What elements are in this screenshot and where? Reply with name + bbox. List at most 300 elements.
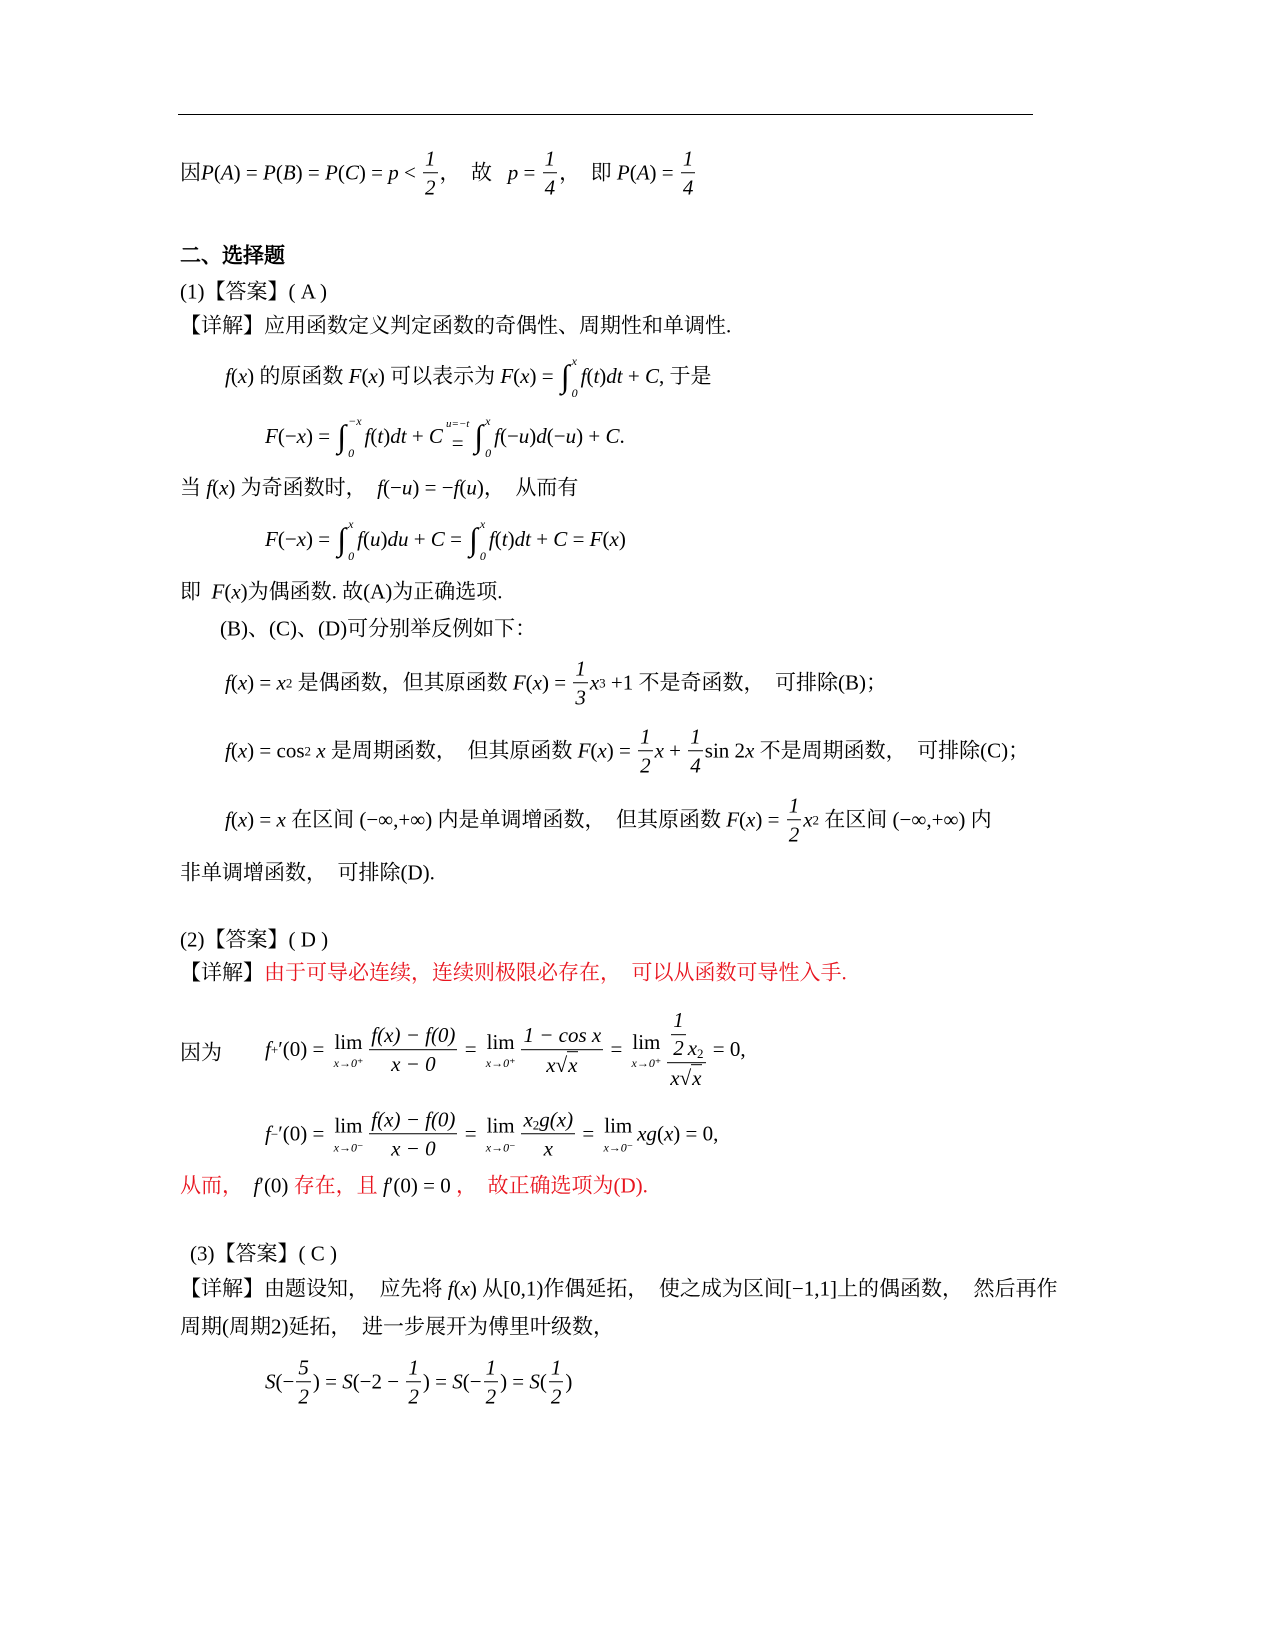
highlighted-text: 从而， [180,1173,254,1198]
text: (− [546,424,566,449]
sqrt-icon: √ [679,1066,692,1091]
math-var: S [342,1369,353,1394]
fraction [681,145,696,201]
right-derivative-formula [265,1008,746,1092]
text: = [518,160,541,185]
limit-condition: x→0⁺ [631,1055,662,1070]
text: ( [230,807,238,832]
math-var: S [452,1369,463,1394]
math-text: 1 [408,1355,419,1380]
numerator [369,1106,457,1134]
math-var: x [237,364,248,389]
conclusion-2 [180,1173,648,1198]
fraction [543,145,558,201]
integral-sign-icon: ∫ [560,358,570,395]
math-var: p [388,160,399,185]
math-var: F [500,364,514,389]
text: (1)【答案】( A ) [180,279,327,304]
text: ) = [312,1369,343,1394]
superscript: 2 [532,1116,540,1132]
text: ) [565,1369,573,1394]
text: ) [380,527,388,552]
text: ) = [500,1369,530,1394]
math-var: f [447,1276,454,1301]
math-var: dt [606,364,623,389]
text: (−2 − [352,1369,405,1394]
text: 【详解】 [180,960,264,985]
math-var: x [663,1121,674,1146]
math-var: F [589,527,603,552]
fraction [787,792,802,848]
math-var: P [616,160,630,185]
text: (2)【答案】( D ) [180,927,329,952]
math-var: C [644,364,659,389]
fraction [638,723,653,779]
text: ( [525,670,533,695]
math-var: u [466,475,477,500]
math-text: x − 0 [391,1052,436,1077]
math-var: B [282,160,296,185]
text: ) 可以表示为 [377,364,501,389]
math-var: x [237,670,248,695]
text: ) 从[0,1)作偶延拓， 使之成为区间[−1,1]上的偶函数， 然后再作 [469,1276,1058,1301]
math-var: C [430,527,445,552]
text: ( [459,475,467,500]
counterexample-d [225,792,992,848]
text: ) = − [412,475,454,500]
fraction [688,723,703,779]
fraction [667,1008,705,1092]
numerator [543,145,558,173]
math-var: P [263,160,276,185]
numerator [638,723,653,751]
math-var: F [265,424,278,449]
math-text: 2 [298,1384,309,1409]
math-text: 1 [673,1008,684,1033]
math-var: x [532,670,542,695]
equals: = [451,431,464,455]
text: 非单调增函数， 可排除(D). [180,860,435,885]
limit [603,1114,633,1155]
math-var: dt [514,527,531,552]
text: = [459,1037,482,1062]
limit [334,1114,364,1155]
math-var: x [237,738,248,763]
math-text: f(x) − f(0) [371,1107,456,1132]
numerator [296,1354,311,1382]
superscript: 2 [285,675,293,691]
numerator [667,1008,705,1063]
text: ) = [606,738,637,763]
math-var: x [745,738,755,763]
text: ′(0) = [278,1037,330,1062]
math-var: F [211,579,225,604]
denominator [681,174,696,201]
text: ) = [358,160,389,185]
text: ( [453,1276,461,1301]
highlighted-text: 由于可导必连续，连续则极限必存在， 可以从函数可导性入手. [264,960,847,985]
answer-3 [190,1241,337,1266]
text: ) = 0, [673,1121,719,1146]
text: ) = [247,670,277,695]
formula-line [265,414,625,460]
text: ) [507,527,515,552]
text: ) 为奇函数时， [228,475,378,500]
denominator [543,174,558,201]
math-text: 2 [640,753,651,778]
numerator [423,145,438,173]
math-var: x [670,1066,680,1091]
integral-sign-icon: ∫ [474,418,484,455]
text: + [406,424,429,449]
text: 当 [180,475,207,500]
text: ) = [649,160,679,185]
math-text: (x) [549,1107,574,1132]
numerator [521,1106,575,1134]
math-var: f [494,424,500,449]
denominator [671,1035,686,1061]
text: ) = [247,807,277,832]
text: ′(0) = [278,1121,330,1146]
integral [561,354,578,400]
text: ( [739,807,747,832]
text: ( [337,160,345,185]
math-var: u [565,424,577,449]
integral-limits [348,517,354,563]
text: (− [383,475,402,500]
math-var: x [687,1036,698,1061]
math-text: f(x) − f(0) [371,1023,456,1048]
math-var: F [512,670,526,695]
text: 周期(周期2)延拓， 进一步展开为傅里叶级数， [180,1314,614,1339]
denominator [389,1051,438,1078]
math-var: du [387,527,409,552]
math-text: 1 [425,146,436,171]
math-var: f [364,424,371,449]
superscript: 2 [812,812,820,828]
numerator [671,1008,686,1035]
upper-limit: x [348,517,354,531]
fraction [549,1354,564,1410]
math-var: x [219,475,229,500]
math-text: 1 [788,793,800,818]
superscript: 2 [304,743,312,759]
integral-limits [485,414,491,460]
math-var: x [276,670,286,695]
text: ( [586,364,594,389]
lim-label: lim [334,1113,363,1138]
fraction [521,1022,603,1079]
answer-1 [180,279,327,304]
integral-sign-icon: ∫ [337,418,347,455]
text: ) = [233,160,263,185]
text: 二、选择题 [180,243,285,268]
integral [469,517,486,563]
x-sqrt-x [670,1065,702,1092]
math-var: f [225,670,231,695]
upper-limit: x [485,414,491,428]
text: ) = [529,364,559,389]
text: 即 [180,579,212,604]
text: ) [599,364,607,389]
text: < [398,160,422,185]
left-derivative-formula [265,1106,718,1162]
math-var: f [265,1121,271,1146]
integral-limits [480,517,486,563]
upper-limit: −x [348,414,362,428]
text: ( [230,738,238,763]
text: ， 故 [439,160,508,185]
text: (− [277,527,297,552]
counterexample-b [225,655,887,711]
math-var: C [428,424,443,449]
math-var: t [377,424,384,449]
math-text: 1 [575,656,586,681]
text-line [180,1314,614,1339]
text: + [530,527,554,552]
formula-line [265,517,626,563]
fraction [296,1354,311,1410]
math-text: 2 [788,822,800,847]
math-var: S [529,1369,540,1394]
text: = [605,1037,628,1062]
math-var: f [265,1037,271,1062]
fraction [671,1008,686,1061]
denominator [573,684,588,711]
math-text: 3 [575,685,586,710]
math-var: x [746,807,756,832]
fraction [369,1022,457,1078]
numerator [688,723,703,751]
math-text: 5 [298,1355,309,1380]
math-var: F [265,527,278,552]
math-var: x [654,738,664,763]
integral [337,517,354,563]
text: ) [383,424,391,449]
integral-limits [348,414,361,460]
math-text: 1 [485,1355,497,1380]
math-var: f [382,1173,389,1198]
text: = [444,527,468,552]
math-var: x [296,527,306,552]
math-var: f [580,364,587,389]
text: ， 即 [559,160,617,185]
text: + [663,738,687,763]
math-text: 1 [550,1355,562,1380]
text: (B)、(C)、(D)可分别举反例如下： [220,616,537,641]
lim-label: lim [486,1029,515,1054]
text: ( [361,364,369,389]
math-var: f [357,527,363,552]
math-var: S [265,1369,276,1394]
text: (− [277,424,297,449]
math-var: f [377,475,384,500]
math-text: x − 0 [391,1136,436,1161]
text: ) = [422,1369,453,1394]
text: 是周期函数， 但其原函数 [325,738,578,763]
fourier-sum-formula [265,1354,572,1410]
math-text: 1 [682,146,694,171]
math-var: x [237,807,248,832]
section-title [180,243,285,268]
integral [337,414,361,460]
math-var: u [518,424,530,449]
text: (− [462,1369,482,1394]
lim-label: lim [334,1029,363,1054]
header-rule [178,114,1033,115]
text: ( [494,527,502,552]
math-var: F [726,807,740,832]
math-text: 2 [485,1384,497,1409]
numerator [521,1022,603,1050]
text: 【详解】应用函数定义判定函数的奇偶性、周期性和单调性. [180,313,732,338]
text: ′(0) [259,1173,294,1198]
text: ( [230,364,238,389]
denominator [638,752,653,779]
math-var: xg [637,1121,657,1146]
text: 【详解】由题设知， 应先将 [180,1276,448,1301]
math-var: x [523,1107,533,1132]
math-text: 2 [408,1384,419,1409]
text: 因 [180,160,201,185]
math-var: x [276,807,286,832]
denominator [688,752,703,779]
math-text: 2 [550,1384,562,1409]
text: ( [370,424,378,449]
math-var: t [501,527,508,552]
fraction [484,1354,499,1410]
explanation-3 [180,1276,1057,1301]
highlighted-text: ， 故正确选项为(D). [455,1173,648,1198]
math-var: x [368,364,378,389]
math-text: 1 [640,724,651,749]
numerator [549,1354,564,1382]
math-var: C [605,424,620,449]
math-var: x [609,527,619,552]
denominator [296,1383,311,1410]
math-var: F [577,738,591,763]
math-var: P [201,160,214,185]
upper-limit: x [571,354,577,368]
math-var: x [803,807,813,832]
math-var: C [344,160,359,185]
text: = [567,527,590,552]
text: 因为 [180,1040,222,1065]
denominator [423,174,438,201]
math-var: t [593,364,600,389]
math-var: dt [390,424,407,449]
text: ( [629,160,637,185]
text: ) = cos [247,738,305,763]
text: ) = [306,527,336,552]
math-var: f [225,364,231,389]
counterexample-c [225,723,1029,779]
text: = 0, [707,1037,746,1062]
text: 在区间 (−∞,+∞) 内 [819,807,992,832]
limit-condition: x→0⁻ [485,1139,516,1154]
text: ( [275,160,283,185]
math-var: f [225,738,231,763]
superscript: 2 [697,1045,704,1061]
text: ( [656,1121,664,1146]
text-line [180,579,503,604]
numerator [369,1022,457,1050]
text: ) = [542,670,572,695]
fraction [521,1106,575,1162]
text-line [220,616,536,641]
limit-condition: x→0⁺ [485,1055,516,1070]
fraction [406,1354,421,1410]
math-var: x [460,1276,470,1301]
highlighted-text: 存在，且 [293,1173,383,1198]
text: ) [618,527,626,552]
math-var: u [369,527,381,552]
text: ′(0) = 0 [388,1173,456,1198]
math-text: 1 [690,724,701,749]
text: ( [590,738,598,763]
integral-limits [572,354,578,400]
lim-label: lim [486,1113,515,1138]
math-text: 2 [673,1036,684,1061]
because-label [180,1040,222,1065]
math-var: p [507,160,519,185]
explanation-2 [180,960,847,985]
math-var: f [453,475,460,500]
numerator [787,792,802,820]
sqrt-icon: √ [555,1053,568,1077]
math-var: x [546,1053,556,1077]
text-line [180,860,435,885]
text-line [180,475,578,500]
radicand: x [692,1066,702,1091]
limit [334,1030,364,1071]
text: ) [529,424,537,449]
text: ) + [576,424,606,449]
math-text: 4 [544,175,556,200]
text: (− [499,424,519,449]
text: ( [539,1369,547,1394]
text: (3)【答案】( C ) [190,1241,337,1266]
text: ( [224,579,232,604]
math-var: u [401,475,413,500]
radicand: x [568,1053,578,1077]
text: ( [513,364,521,389]
lower-limit: 0 [348,548,355,563]
integral-sign-icon: ∫ [337,521,347,558]
fraction [573,655,588,711]
math-var: x [311,738,326,763]
limit [632,1030,662,1071]
denominator [668,1064,704,1092]
numerator [681,145,696,173]
lim-label: lim [632,1029,661,1054]
x-sqrt-x [546,1051,578,1078]
text: 在区间 (−∞,+∞) 内是单调增函数， 但其原函数 [285,807,727,832]
integral [474,414,491,460]
math-var: P [325,160,338,185]
text: 是偶函数，但其原函数 [292,670,513,695]
text: = [459,1121,482,1146]
denominator [787,821,802,848]
math-text: x [543,1136,553,1161]
text: ( [602,527,610,552]
text: . [619,424,625,449]
text: ( [230,670,238,695]
math-var: f [253,1173,260,1198]
math-var: x [296,424,306,449]
text: sin 2 [704,738,746,763]
text: 不是周期函数， 可排除(C)； [754,738,1030,763]
